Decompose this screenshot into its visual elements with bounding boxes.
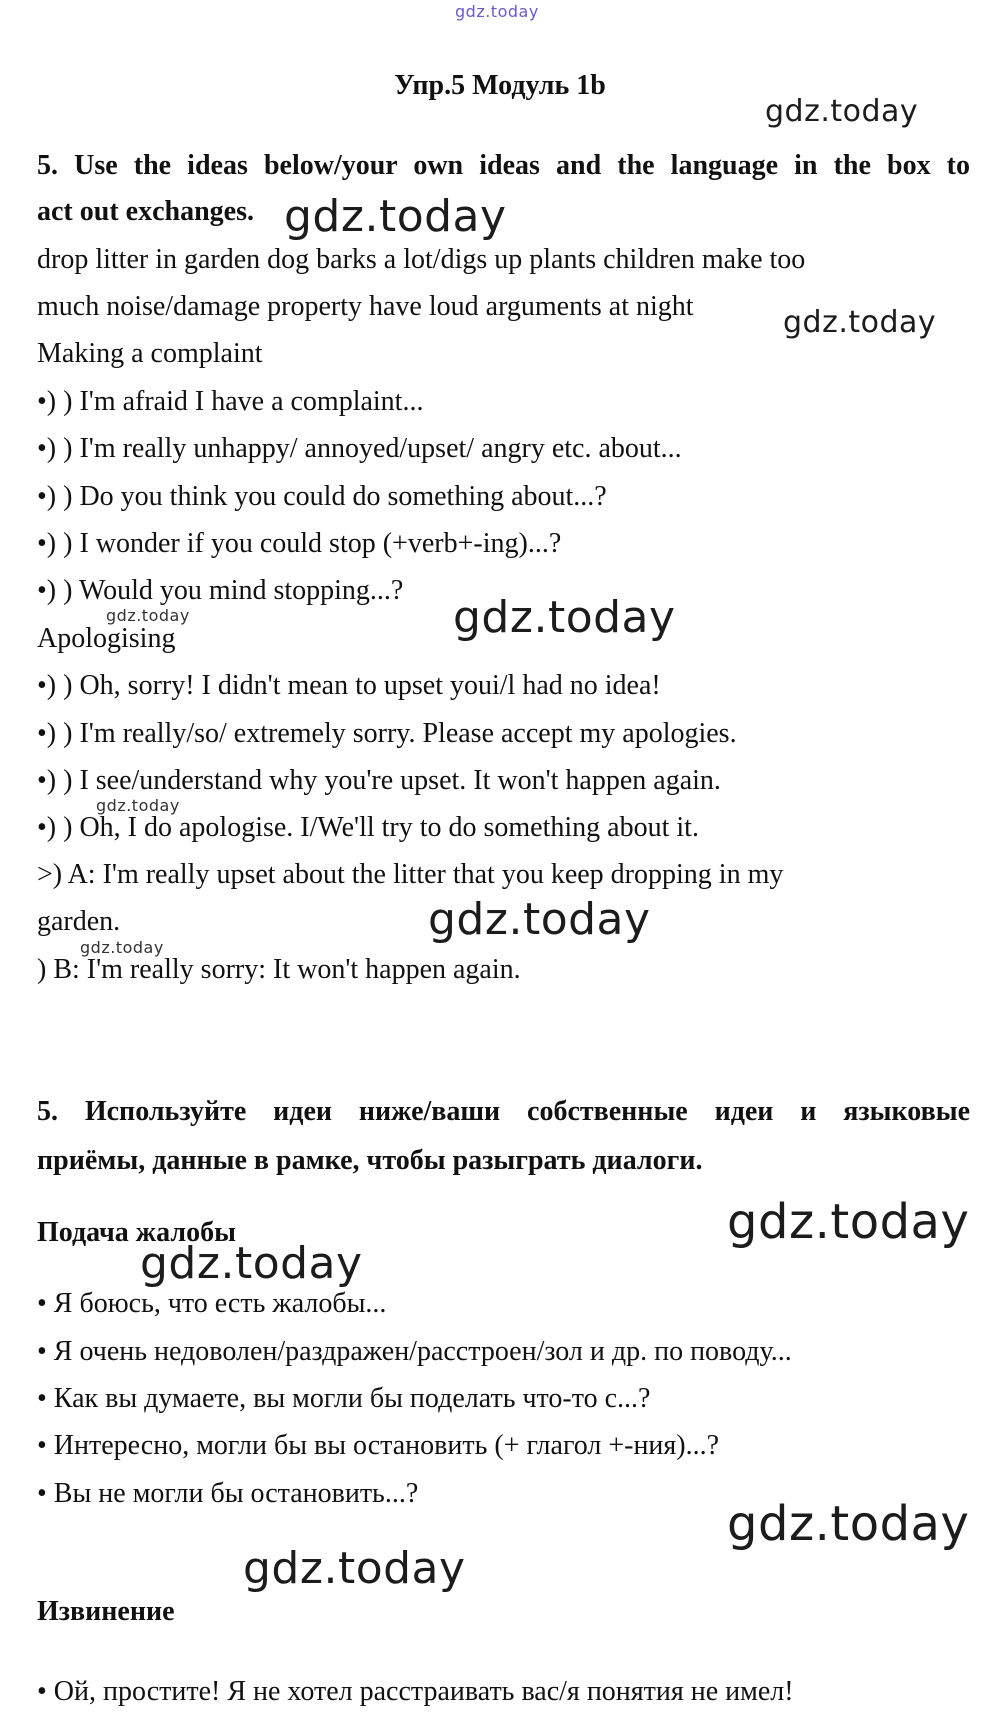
complaint-heading-en: Making a complaint (37, 338, 263, 369)
apology-item-en: •) ) I see/understand why you're upset. It won't happen again. (37, 765, 721, 796)
complaint-item-ru: • Я боюсь, что есть жалобы... (37, 1288, 387, 1319)
apology-item-en: •) ) Oh, I do apologise. I/We'll try to do something about it. (37, 812, 699, 843)
complaint-item-ru: • Интересно, могли бы вы остановить (+ глагол +-ния)...? (37, 1430, 720, 1461)
watermark: gdz.today (284, 191, 507, 242)
ideas-line2: much noise/damage property have loud arguments at night (37, 291, 694, 322)
complaint-item-en: •) ) Do you think you could do something about...? (37, 481, 607, 512)
task-ru-line2: приёмы, данные в рамке, чтобы разыграть диалоги. (37, 1145, 703, 1176)
task-en-line1: 5. Use the ideas below/your own ideas and the language in the box to (37, 150, 970, 181)
complaint-item-ru: • Я очень недоволен/раздражен/расстроен/зол и др. по поводу... (37, 1336, 792, 1367)
watermark: gdz.today (106, 606, 190, 625)
page-title: Упр.5 Модуль 1b (394, 70, 606, 101)
apology-item-en: •) ) I'm really/so/ extremely sorry. Please accept my apologies. (37, 718, 737, 749)
apology-heading-ru: Извинение (37, 1596, 175, 1627)
watermark: gdz.today (765, 94, 919, 129)
example-a-line1: >) A: I'm really upset about the litter that you keep dropping in my (37, 859, 784, 890)
apology-item-ru: • Ой, простите! Я не хотел расстраивать вас/я понятия не имел! (37, 1676, 794, 1707)
watermark: gdz.today (727, 1496, 970, 1552)
complaint-item-en: •) ) I'm really unhappy/ annoyed/upset/ angry etc. about... (37, 433, 682, 464)
complaint-item-en: •) ) I'm afraid I have a complaint... (37, 386, 424, 417)
watermark: gdz.today (428, 894, 651, 945)
ideas-line1: drop litter in garden dog barks a lot/digs up plants children make too (37, 244, 806, 275)
complaint-heading-ru: Подача жалобы (37, 1217, 236, 1248)
complaint-item-en: •) ) Would you mind stopping...? (37, 575, 404, 606)
complaint-item-en: •) ) I wonder if you could stop (+verb+-ing)...? (37, 528, 562, 559)
example-a-line2: garden. (37, 906, 121, 937)
task-en-line2: act out exchanges. (37, 196, 254, 227)
watermark: gdz.today (243, 1543, 466, 1594)
watermark: gdz.today (727, 1194, 970, 1250)
watermark: gdz.today (96, 796, 180, 815)
apology-item-en: •) ) Oh, sorry! I didn't mean to upset youi/l had no idea! (37, 670, 661, 701)
watermark: gdz.today (783, 305, 937, 340)
complaint-item-ru: • Вы не могли бы остановить...? (37, 1478, 419, 1509)
watermark-top: gdz.today (455, 2, 539, 21)
example-b: ) B: I'm really sorry: It won't happen again. (37, 954, 521, 985)
watermark: gdz.today (140, 1238, 363, 1289)
task-ru-line1: 5. Используйте идеи ниже/ваши собственные идеи и языковые (37, 1096, 970, 1127)
complaint-item-ru: • Как вы думаете, вы могли бы поделать что-то с...? (37, 1383, 651, 1414)
watermark: gdz.today (453, 592, 676, 643)
watermark: gdz.today (80, 938, 164, 957)
apology-heading-en: Apologising (37, 623, 176, 654)
